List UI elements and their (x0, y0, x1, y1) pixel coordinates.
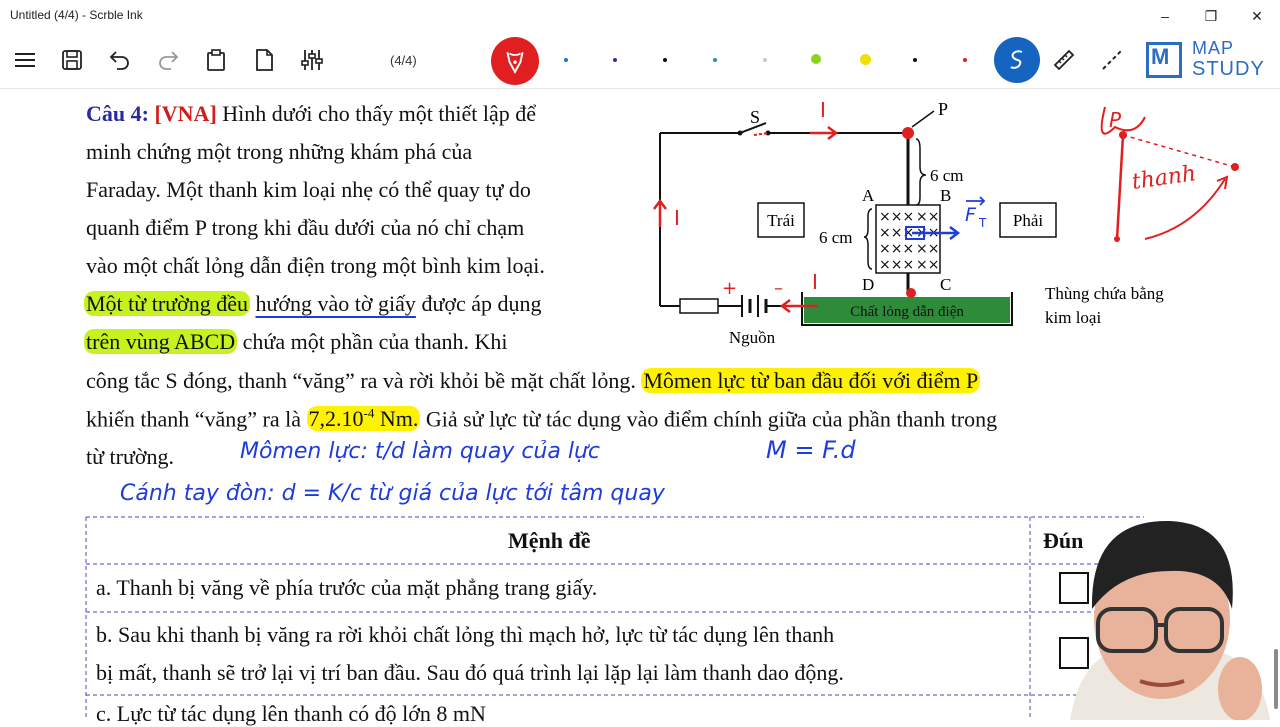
moment-value: 7,2.10 (308, 406, 364, 432)
magnetic-field-crosses (879, 209, 939, 273)
svg-text:××: ×× (916, 209, 940, 225)
highlight-green: Một từ trường đều (86, 291, 248, 316)
vertical-scrollbar[interactable] (1274, 649, 1278, 709)
handwritten-note: Mômen lực: t/d làm quay của lực (240, 439, 600, 464)
statement-table-grid (84, 515, 1144, 720)
svg-text:×××: ××× (879, 241, 915, 257)
svg-text:××: ×× (916, 225, 940, 241)
question-label: Câu 4: (86, 101, 149, 126)
line-icon[interactable] (1096, 44, 1128, 76)
highlight-yellow (307, 406, 421, 431)
question-text: chứa một phần của thanh. Khi (242, 329, 508, 354)
svg-text:×××: ××× (879, 257, 915, 273)
svg-text:×××: ××× (879, 225, 915, 241)
handwritten-formula: M = F.d (766, 436, 856, 464)
moment-exponent: -4 (363, 406, 375, 421)
question-text: Giả sử lực từ tác dụng vào điểm chính giữa của phần thanh trong (425, 406, 998, 432)
presenter-webcam (1040, 509, 1280, 720)
svg-text:××: ×× (916, 257, 940, 273)
question-tag: [VNA] (154, 101, 217, 126)
label-A: A (862, 186, 875, 205)
sketch-label-P: P (1109, 108, 1122, 132)
document-canvas[interactable] (0, 89, 1280, 726)
handwritten-note: Cánh tay đòn: d = K/c từ giá của lực tới tâm quay (120, 481, 665, 506)
question-line-1 (86, 101, 536, 127)
question-line-7 (84, 329, 507, 355)
settings-sliders-icon[interactable] (296, 44, 328, 76)
menu-icon[interactable] (9, 44, 41, 76)
question-text: Hình dưới cho thấy một thiết lập để (222, 101, 537, 126)
question-line-10: từ trường. (86, 444, 175, 469)
table-row-a: a. Thanh bị văng về phía trước của mặt phẳng trang giấy. (96, 575, 598, 600)
question-line-2: minh chứng một trong những khám phá của (86, 139, 473, 164)
undo-icon[interactable] (104, 44, 136, 76)
window-title: Untitled (4/4) - Scrble Ink (10, 8, 143, 22)
ruler-icon[interactable] (1048, 44, 1080, 76)
svg-text:××: ×× (916, 241, 940, 257)
title-bar (0, 0, 1280, 32)
highlighter-color-swatch[interactable] (860, 54, 871, 65)
question-line-9 (86, 406, 997, 432)
label-D: D (862, 275, 875, 294)
question-line-3: Faraday. Một thanh kim loại nhẹ có thể quay tự do (86, 177, 531, 202)
pen-color-swatch[interactable] (713, 58, 717, 62)
pen-color-swatch[interactable] (913, 58, 917, 62)
close-button[interactable]: ✕ (1251, 7, 1263, 24)
svg-text:×××: ××× (879, 209, 915, 225)
table-row-b-line1: b. Sau khi thanh bị văng ra rời khỏi chất lỏng thì mạch hở, lực từ tác dụng lên thanh (96, 622, 835, 647)
sketch-label-rod: thanh (1130, 161, 1198, 195)
table-header-statement: Mệnh đề (508, 528, 591, 553)
label-P: P (938, 99, 949, 119)
handwritten-sketch (1085, 97, 1255, 247)
label-S: S (750, 107, 761, 127)
pen-color-swatch[interactable] (663, 58, 667, 62)
pen-color-swatch[interactable] (763, 58, 767, 62)
current-label-bottom: I (812, 270, 818, 294)
brand-logo (1146, 38, 1270, 82)
source-label: Nguồn (728, 328, 776, 347)
moment-unit: Nm. (374, 406, 419, 432)
new-page-icon[interactable] (248, 44, 280, 76)
brand-line2: STUDY (1192, 58, 1265, 80)
pen-color-swatch[interactable] (963, 58, 967, 62)
liquid-label: Chất lỏng dẫn điện (850, 304, 964, 320)
clipboard-icon[interactable] (200, 44, 232, 76)
highlight-yellow: Mômen lực từ ban đầu đối với điểm P (643, 368, 979, 393)
force-label: F (965, 204, 976, 226)
battery-plus: + (722, 278, 738, 299)
question-text: khiến thanh “văng” ra là (86, 406, 302, 432)
pen-color-swatch[interactable] (564, 58, 568, 62)
restore-button[interactable]: ❐ (1204, 7, 1218, 24)
label-B: B (940, 186, 952, 205)
question-text: được áp dụng (421, 291, 542, 316)
page-indicator: (4/4) (390, 53, 417, 68)
question-text: công tắc S đóng, thanh “văng” ra và rời khỏi bề mặt chất lỏng. (86, 368, 636, 393)
label-6cm-top: 6 cm (930, 166, 964, 185)
brand-line1: MAP (1192, 38, 1235, 58)
table-row-c: c. Lực từ tác dụng lên thanh có độ lớn 8 mN (96, 701, 486, 726)
pen-icon[interactable] (491, 37, 539, 85)
label-C: C (940, 275, 952, 294)
underlined-text: hướng vào tờ giấy (255, 291, 416, 316)
question-line-6 (84, 291, 542, 317)
battery-minus: – (774, 278, 783, 299)
redo-icon[interactable] (152, 44, 184, 76)
tank-label-1: Thùng chứa bằng (1045, 284, 1164, 303)
table-header-true: Đún (1043, 528, 1084, 553)
label-right: Phải (1012, 211, 1044, 230)
minimize-button[interactable]: – (1161, 8, 1169, 24)
toolbar (0, 32, 1280, 89)
question-line-5: vào một chất lỏng dẫn điện trong một bình kim loại. (86, 253, 545, 278)
highlight-green: trên vùng ABCD (86, 329, 236, 354)
save-icon[interactable] (56, 44, 88, 76)
force-subscript: T (979, 216, 987, 230)
label-left: Trái (767, 211, 795, 230)
question-line-8 (86, 368, 980, 394)
current-label-left: I (674, 206, 680, 230)
highlighter-color-swatch[interactable] (811, 54, 821, 64)
table-row-b-line2: bị mất, thanh sẽ trở lại vị trí ban đầu. Sau đó quá trình lại lặp lại làm thanh dao động. (96, 660, 844, 685)
label-6cm-left: 6 cm (819, 228, 853, 247)
logo-letter: M (1151, 44, 1170, 69)
tank-label-2: kim loại (1045, 308, 1102, 327)
pen-color-swatch[interactable] (613, 58, 617, 62)
current-label-top: I (820, 98, 826, 122)
lasso-icon[interactable] (994, 37, 1040, 83)
question-line-4: quanh điểm P trong khi đầu dưới của nó chỉ chạm (86, 215, 525, 240)
